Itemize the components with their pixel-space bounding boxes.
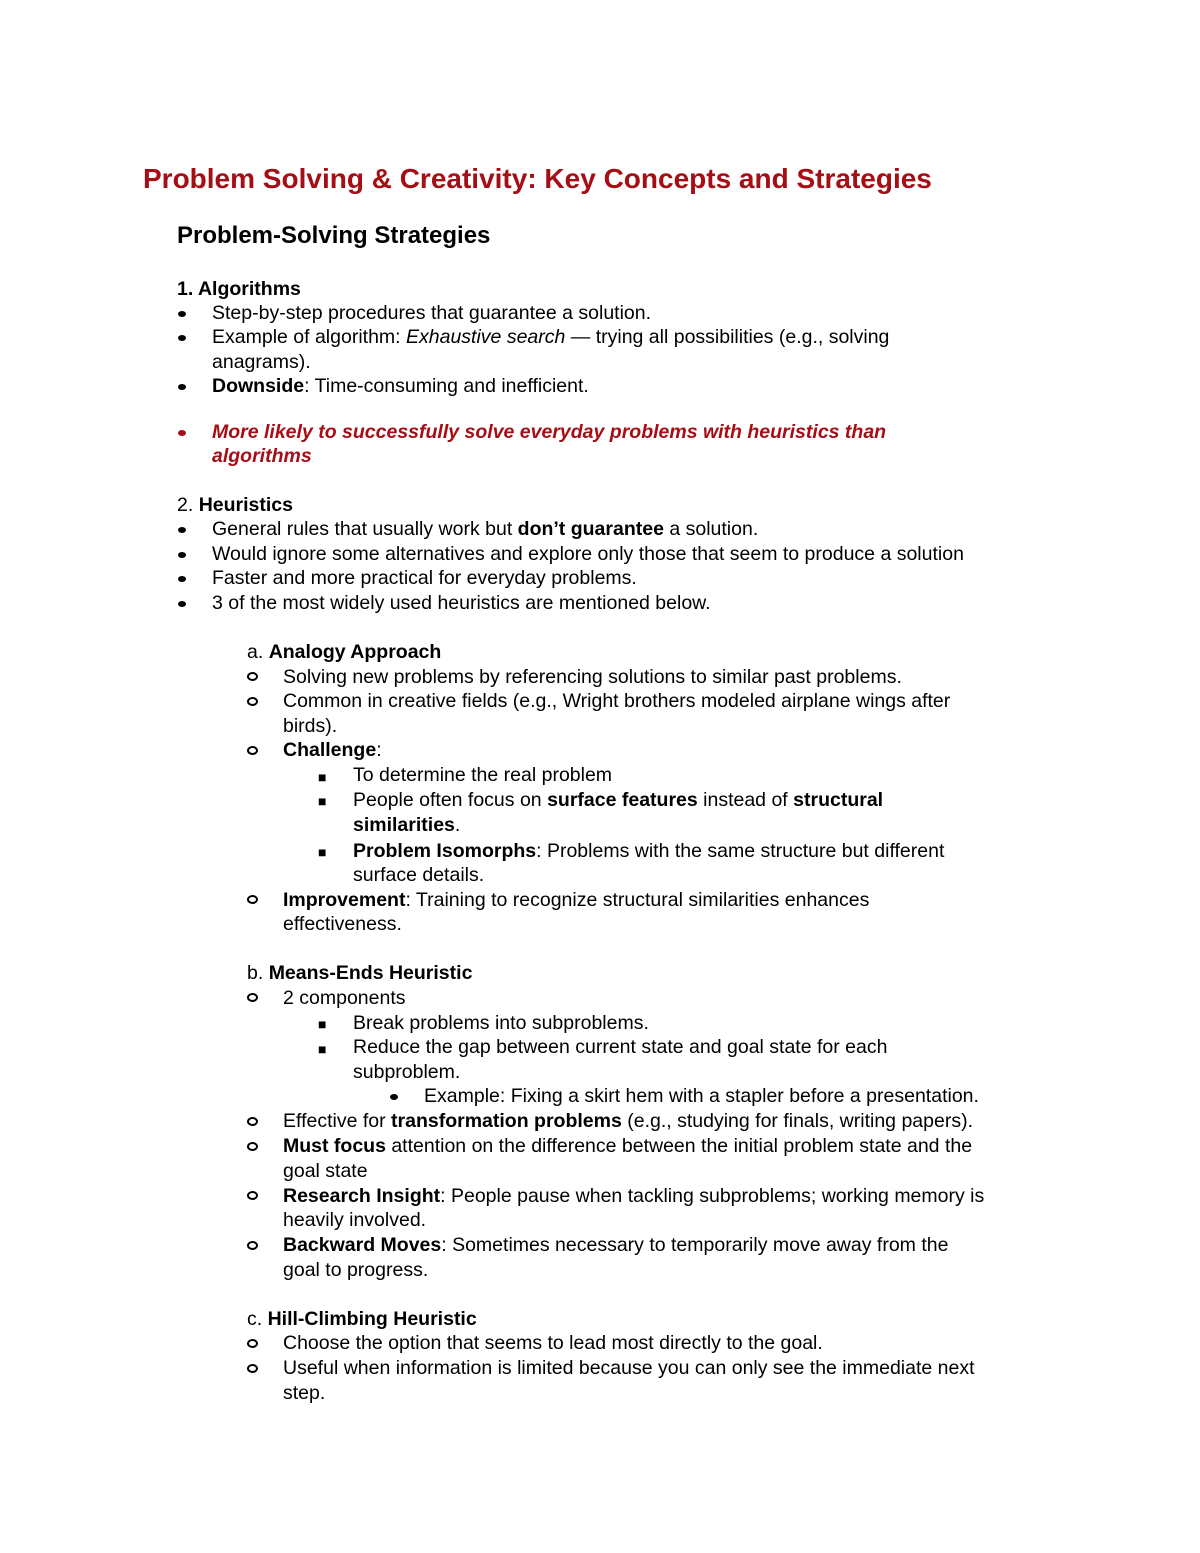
list-item: Backward Moves: Sometimes necessary to temporarily move away from the xyxy=(283,1234,949,1256)
list-item: Would ignore some alternatives and explore only those that seem to produce a solution xyxy=(212,543,964,565)
hollow-bullet xyxy=(247,993,258,1002)
list-item: Example of algorithm: Exhaustive search — trying all possibilities (e.g., solving xyxy=(212,326,890,348)
hollow-bullet xyxy=(247,895,258,904)
list-item: Improvement: Training to recognize structural similarities enhances xyxy=(283,889,870,911)
list-item-continuation: effectiveness. xyxy=(283,913,402,935)
hollow-bullet xyxy=(247,1191,258,1200)
bullet-dot xyxy=(178,335,186,341)
list-item: To determine the real problem xyxy=(353,764,613,786)
bullet-dot xyxy=(178,552,186,558)
bullet-dot xyxy=(178,430,186,436)
list-item: 3 of the most widely used heuristics are mentioned below. xyxy=(212,592,711,614)
hollow-bullet xyxy=(247,1339,258,1348)
list-item-continuation: anagrams). xyxy=(212,351,311,373)
list-item: Common in creative fields (e.g., Wright brothers modeled airplane wings after xyxy=(283,690,951,712)
bullet-dot xyxy=(178,311,186,317)
list-item: Reduce the gap between current state and goal state for each xyxy=(353,1036,888,1058)
hollow-bullet xyxy=(247,1364,258,1373)
hill-climbing-heading: c. Hill-Climbing Heuristic xyxy=(247,1308,477,1330)
hollow-bullet xyxy=(247,746,258,755)
highlight-note-continuation: algorithms xyxy=(212,445,312,467)
section-heading: Problem-Solving Strategies xyxy=(177,222,491,249)
analogy-heading: a. Analogy Approach xyxy=(247,641,442,663)
list-item: Downside: Time-consuming and inefficient. xyxy=(212,375,589,397)
list-item: General rules that usually work but don’t guarantee a solution. xyxy=(212,518,759,540)
bullet-dot xyxy=(178,576,186,582)
list-item: People often focus on surface features instead of structural xyxy=(353,789,884,811)
bullet-dot xyxy=(390,1094,398,1100)
list-item: Choose the option that seems to lead most directly to the goal. xyxy=(283,1332,823,1354)
list-item: Must focus attention on the difference between the initial problem state and the xyxy=(283,1135,973,1157)
list-item: Faster and more practical for everyday problems. xyxy=(212,567,637,589)
heuristics-heading: 2. Heuristics xyxy=(177,494,293,516)
square-bullet: ■ xyxy=(318,1041,327,1057)
hollow-bullet xyxy=(247,672,258,681)
hollow-bullet xyxy=(247,1117,258,1126)
list-item: Solving new problems by referencing solutions to similar past problems. xyxy=(283,666,902,688)
list-item: Research Insight: People pause when tackling subproblems; working memory is xyxy=(283,1185,985,1207)
square-bullet: ■ xyxy=(318,793,327,809)
hollow-bullet xyxy=(247,1142,258,1151)
means-ends-heading: b. Means-Ends Heuristic xyxy=(247,962,473,984)
bullet-dot xyxy=(178,527,186,533)
highlight-note: More likely to successfully solve everyday problems with heuristics than xyxy=(212,421,887,443)
hollow-bullet xyxy=(247,697,258,706)
list-item-continuation: similarities. xyxy=(353,814,461,836)
list-item-continuation: goal state xyxy=(283,1160,368,1182)
hollow-bullet xyxy=(247,1241,258,1250)
square-bullet: ■ xyxy=(318,844,327,860)
bullet-dot xyxy=(178,601,186,607)
bullet-dot xyxy=(178,384,186,390)
square-bullet: ■ xyxy=(318,769,327,785)
list-item-continuation: subproblem. xyxy=(353,1061,461,1083)
square-bullet: ■ xyxy=(318,1016,327,1032)
list-item: 2 components xyxy=(283,987,406,1009)
list-item-continuation: surface details. xyxy=(353,864,485,886)
list-item: Challenge: xyxy=(283,739,382,761)
algorithms-heading: 1. Algorithms xyxy=(177,278,301,300)
list-item-continuation: birds). xyxy=(283,715,338,737)
list-item: Step-by-step procedures that guarantee a solution. xyxy=(212,302,652,324)
list-item: Break problems into subproblems. xyxy=(353,1012,649,1034)
list-item-continuation: goal to progress. xyxy=(283,1259,429,1281)
list-item: Useful when information is limited because you can only see the immediate next xyxy=(283,1357,975,1379)
list-item: Effective for transformation problems (e.g., studying for finals, writing papers). xyxy=(283,1110,973,1132)
list-item-continuation: step. xyxy=(283,1382,326,1404)
document-title: Problem Solving & Creativity: Key Concepts and Strategies xyxy=(143,163,932,194)
list-item-continuation: heavily involved. xyxy=(283,1209,427,1231)
list-item: Example: Fixing a skirt hem with a stapler before a presentation. xyxy=(424,1085,979,1107)
list-item: Problem Isomorphs: Problems with the same structure but different xyxy=(353,840,945,862)
